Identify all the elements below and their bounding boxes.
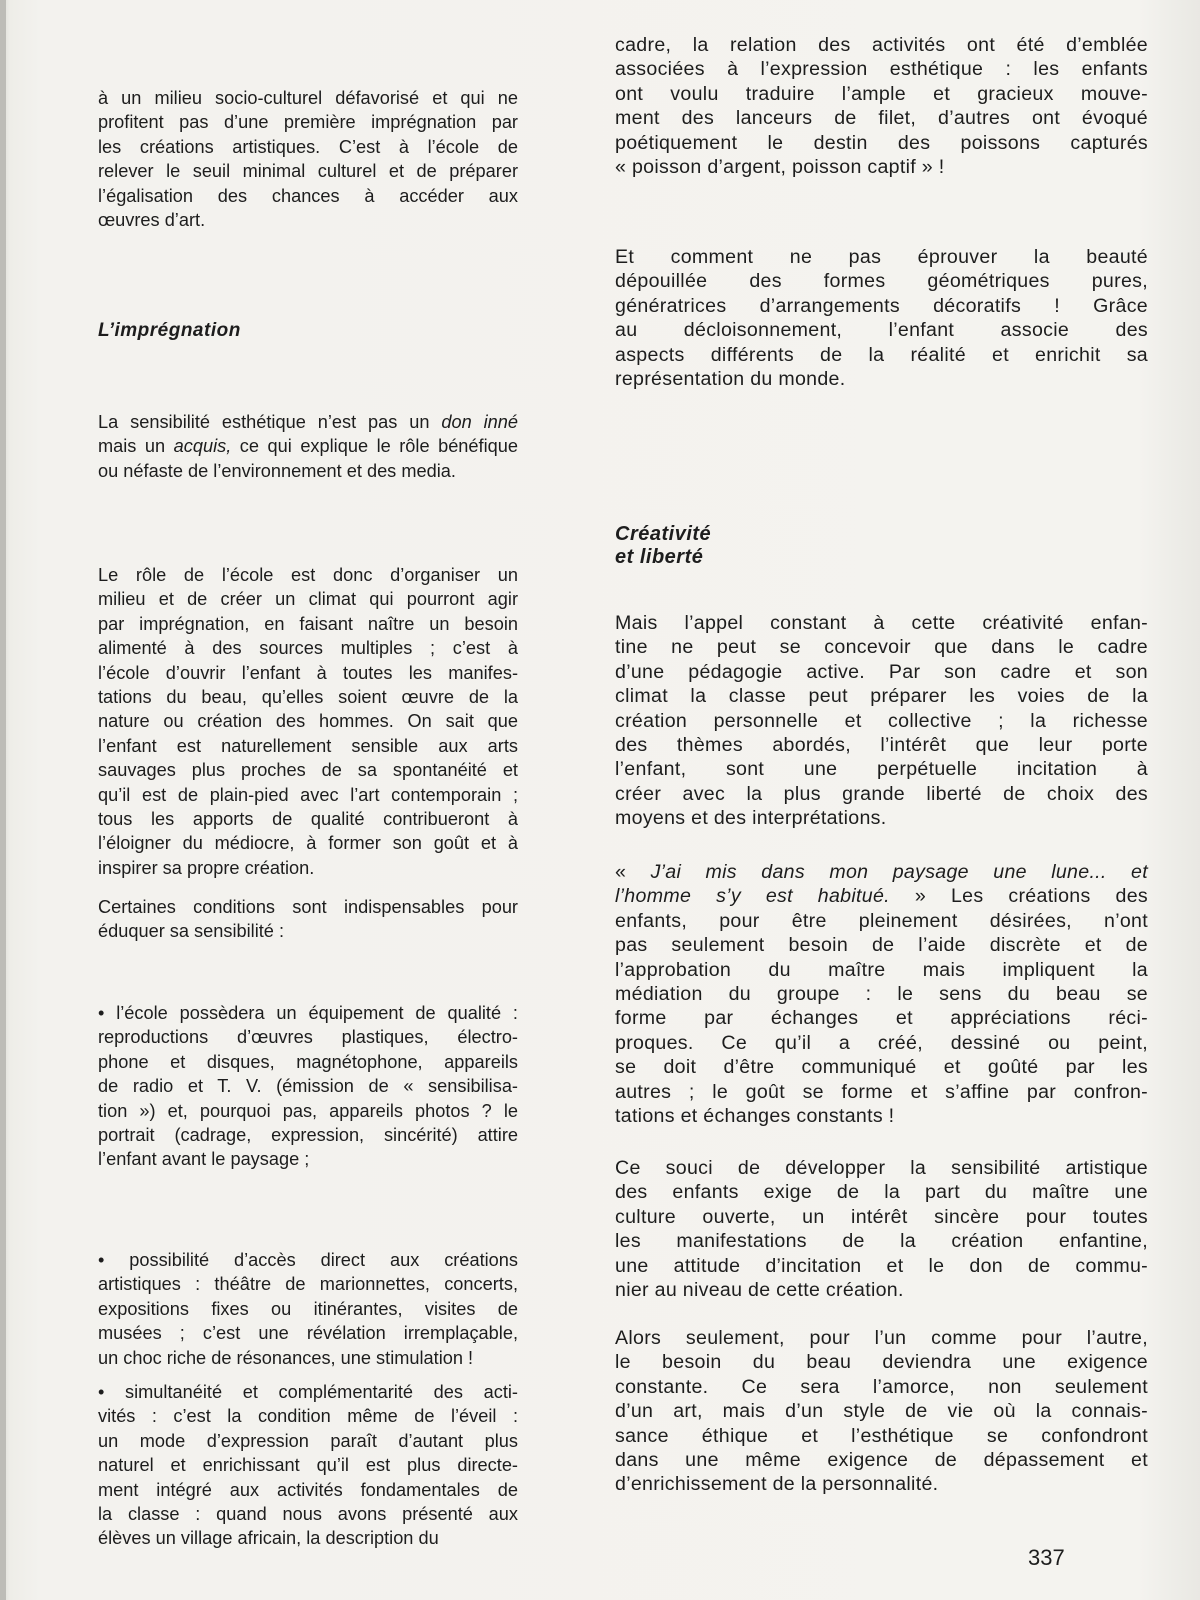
text-line: • l’école possèdera un équipement de qualité : [98,1003,518,1023]
paragraph [615,860,1148,1128]
text-line: Ce souci de développer la sensibilité artistique [615,1157,1148,1179]
text-line: tion ») et, pourquoi pas, appareils photos ? le [98,1100,518,1121]
text-line: forme par échanges et appréciations réci- [615,1007,1148,1030]
text-line: un mode d’expression paraît d’autant plus [98,1430,518,1451]
text-line: vités : c’est la condition même de l’éveil : [98,1406,518,1427]
text-line: naturel et enrichissant qu’il est plus directe- [98,1455,518,1476]
paragraph [615,1156,1148,1302]
paragraph [615,1326,1148,1497]
text-line: culture ouverte, un intérêt sincère pour toutes [615,1205,1148,1228]
text-line: œuvres d’art. [98,209,206,230]
text-line: associées à l’expression esthétique : les enfants [615,58,1148,81]
text-line: élèves un village africain, la description du [98,1528,439,1549]
text-line: dans une même exigence de dépassement et [615,1448,1148,1471]
text-line: création personnelle et collective ; la richesse [615,709,1148,732]
text-line: l’enfant, sont une perpétuelle incitation à [615,758,1148,781]
text-line: l’enfant est naturellement sensible aux arts [98,735,518,756]
bullet-item [98,1248,518,1370]
text-line: par imprégnation, en faisant naître un besoin [98,613,518,634]
page-binding-edge [0,0,6,1600]
text-line: climat la classe peut préparer les voies de la [615,685,1148,708]
text-line: autres ; le goût se forme et s’affine par confron- [615,1080,1148,1103]
text-segment: « [615,861,651,883]
text-line: les créations artistiques. C’est à l’école de [98,136,518,157]
text-line [98,434,518,458]
text-line: au décloisonnement, l’enfant associe des [615,319,1148,342]
text-line: génératrices d’arrangements décoratifs ! Grâce [615,294,1148,317]
text-line: pas seulement besoin de l’aide discrète et de [615,934,1148,957]
text-line: tous les apports de qualité contribueront à [98,808,518,829]
bullet-item [98,1001,518,1172]
text-line [98,410,518,434]
text-line: qu’il est de plain-pied avec l’art contemporain ; [98,784,518,805]
text-line: l’école d’ouvrir l’enfant à toutes les manifes- [98,662,518,683]
text-segment: La sensibilité esthétique n’est pas un [98,412,442,432]
text-line: nature ou création des hommes. On sait que [98,711,518,732]
italic-text: J’ai mis dans mon paysage une lune... et [650,861,1148,883]
page-number: 337 [1028,1545,1065,1570]
text-line: l’enfant avant le paysage ; [98,1149,310,1170]
text-line: l’approbation du maître mais impliquent la [615,958,1148,981]
text-line: créer avec la plus grande liberté de choix des [615,782,1148,805]
text-line [615,884,1148,908]
paragraph [615,611,1148,831]
text-line: tine ne peut se concevoir que dans le cadre [615,636,1148,659]
paragraph [98,563,518,880]
text-line: relever le seuil minimal culturel et de préparer [98,161,518,182]
text-segment: » Les créations des [889,885,1148,908]
text-line: • simultanéité et complémentarité des acti- [98,1382,518,1402]
text-line: à un milieu socio-culturel défavorisé et qui ne [98,88,518,108]
text-line: d’enrichissement de la personnalité. [615,1473,939,1496]
text-line: tations du beau, qu’elles soient œuvre de la [98,686,518,707]
text-line: Certaines conditions sont indispensables pour [98,897,518,917]
text-line: les manifestations de la création enfantine, [615,1230,1148,1253]
bullet-item [98,1380,518,1551]
text-line: des enfants exige de la part du maître une [615,1181,1148,1204]
text-line: alimenté à des sources multiples ; c’est à [98,638,518,659]
text-line: Alors seulement, pour l’un comme pour l’autre, [615,1327,1148,1349]
text-line: d’une pédagogie active. Par son cadre et son [615,660,1148,683]
text-line: des thèmes abordés, l’intérêt que leur porte [615,733,1148,756]
text-line: l’égalisation des chances à accéder aux [98,185,518,206]
text-line: la classe : quand nous avons présenté aux [98,1503,518,1524]
text-line: ment intégré aux activités fondamentales de [98,1479,518,1500]
text-line: représentation du monde. [615,367,846,390]
text-line: reproductions d’œuvres plastiques, électro- [98,1027,518,1048]
text-line: « poisson d’argent, poisson captif » ! [615,155,945,178]
text-line: d’un art, mais d’un style de vie où la connais- [615,1400,1148,1423]
text-line: expositions fixes ou itinérantes, visites de [98,1298,518,1319]
text-line: sauvages plus proches de sa spontanéité et [98,760,518,781]
text-line: Et comment ne pas éprouver la beauté [615,246,1148,268]
text-line: aspects différents de la réalité et enrichit sa [615,343,1148,366]
section-heading: L’imprégnation [98,320,241,341]
paragraph [615,245,1148,391]
text-line: sance éthique et l’esthétique se confondront [615,1424,1148,1447]
text-line: artistiques : théâtre de marionnettes, concerts, [98,1274,518,1295]
paragraph [615,33,1148,179]
text-line: se doit d’être communiqué et goûté par les [615,1056,1148,1079]
text-line: enfants, pour être pleinement désirées, n’ont [615,909,1148,932]
text-line: moyens et des interprétations. [615,807,887,830]
text-line: inspirer sa propre création. [98,857,315,878]
text-line [615,860,1148,884]
text-line: constante. Ce sera l’amorce, non seulement [615,1375,1148,1398]
text-line: de radio et T. V. (émission de « sensibilisa- [98,1076,518,1097]
italic-text: l’homme s’y est habitué. [615,885,890,908]
text-line: • possibilité d’accès direct aux créations [98,1250,518,1270]
italic-text: acquis, [173,436,232,457]
paragraph [98,86,518,232]
text-line: une attitude d’incitation et le don de commu- [615,1254,1148,1277]
text-line: éduquer sa sensibilité : [98,921,285,942]
text-segment: mais un [98,436,174,457]
text-line: tations et échanges constants ! [615,1104,895,1127]
text-line: ont voulu traduire l’ample et gracieux mouve- [615,82,1148,105]
italic-text: don inné [441,412,518,432]
text-line: l’éloigner du médiocre, à former son goût et à [98,833,518,854]
text-line: un choc riche de résonances, une stimulation ! [98,1347,474,1368]
text-line: profitent pas d’une première imprégnation par [98,112,518,133]
text-line: milieu et de créer un climat qui pourront agir [98,589,518,610]
text-segment: ce qui explique le rôle bénéfique [231,436,518,457]
text-line: ment des lanceurs de filet, d’autres ont évoqué [615,107,1148,130]
text-line: Mais l’appel constant à cette créativité enfan- [615,612,1148,634]
text-line: phone et disques, magnétophone, appareils [98,1051,518,1072]
text-line: proques. Ce qu’il a créé, dessiné ou peint, [615,1031,1148,1054]
text-line: médiation du groupe : le sens du beau se [615,982,1148,1005]
text-line: cadre, la relation des activités ont été d’emblée [615,34,1148,56]
text-line: musées ; c’est une révélation irremplaçable, [98,1323,518,1344]
text-line: ou néfaste de l’environnement et des media. [98,460,456,481]
section-heading: Créativité et liberté [615,523,712,568]
text-line: poétiquement le destin des poissons capturés [615,131,1148,154]
paragraph [98,895,518,944]
text-line: Le rôle de l’école est donc d’organiser un [98,565,518,585]
text-line: portrait (cadrage, expression, sincérité) attire [98,1124,518,1145]
paragraph [98,410,518,483]
text-line: le besoin du beau deviendra une exigence [615,1351,1148,1374]
text-line: dépouillée des formes géométriques pures, [615,270,1148,293]
text-line: nier au niveau de cette création. [615,1278,904,1301]
